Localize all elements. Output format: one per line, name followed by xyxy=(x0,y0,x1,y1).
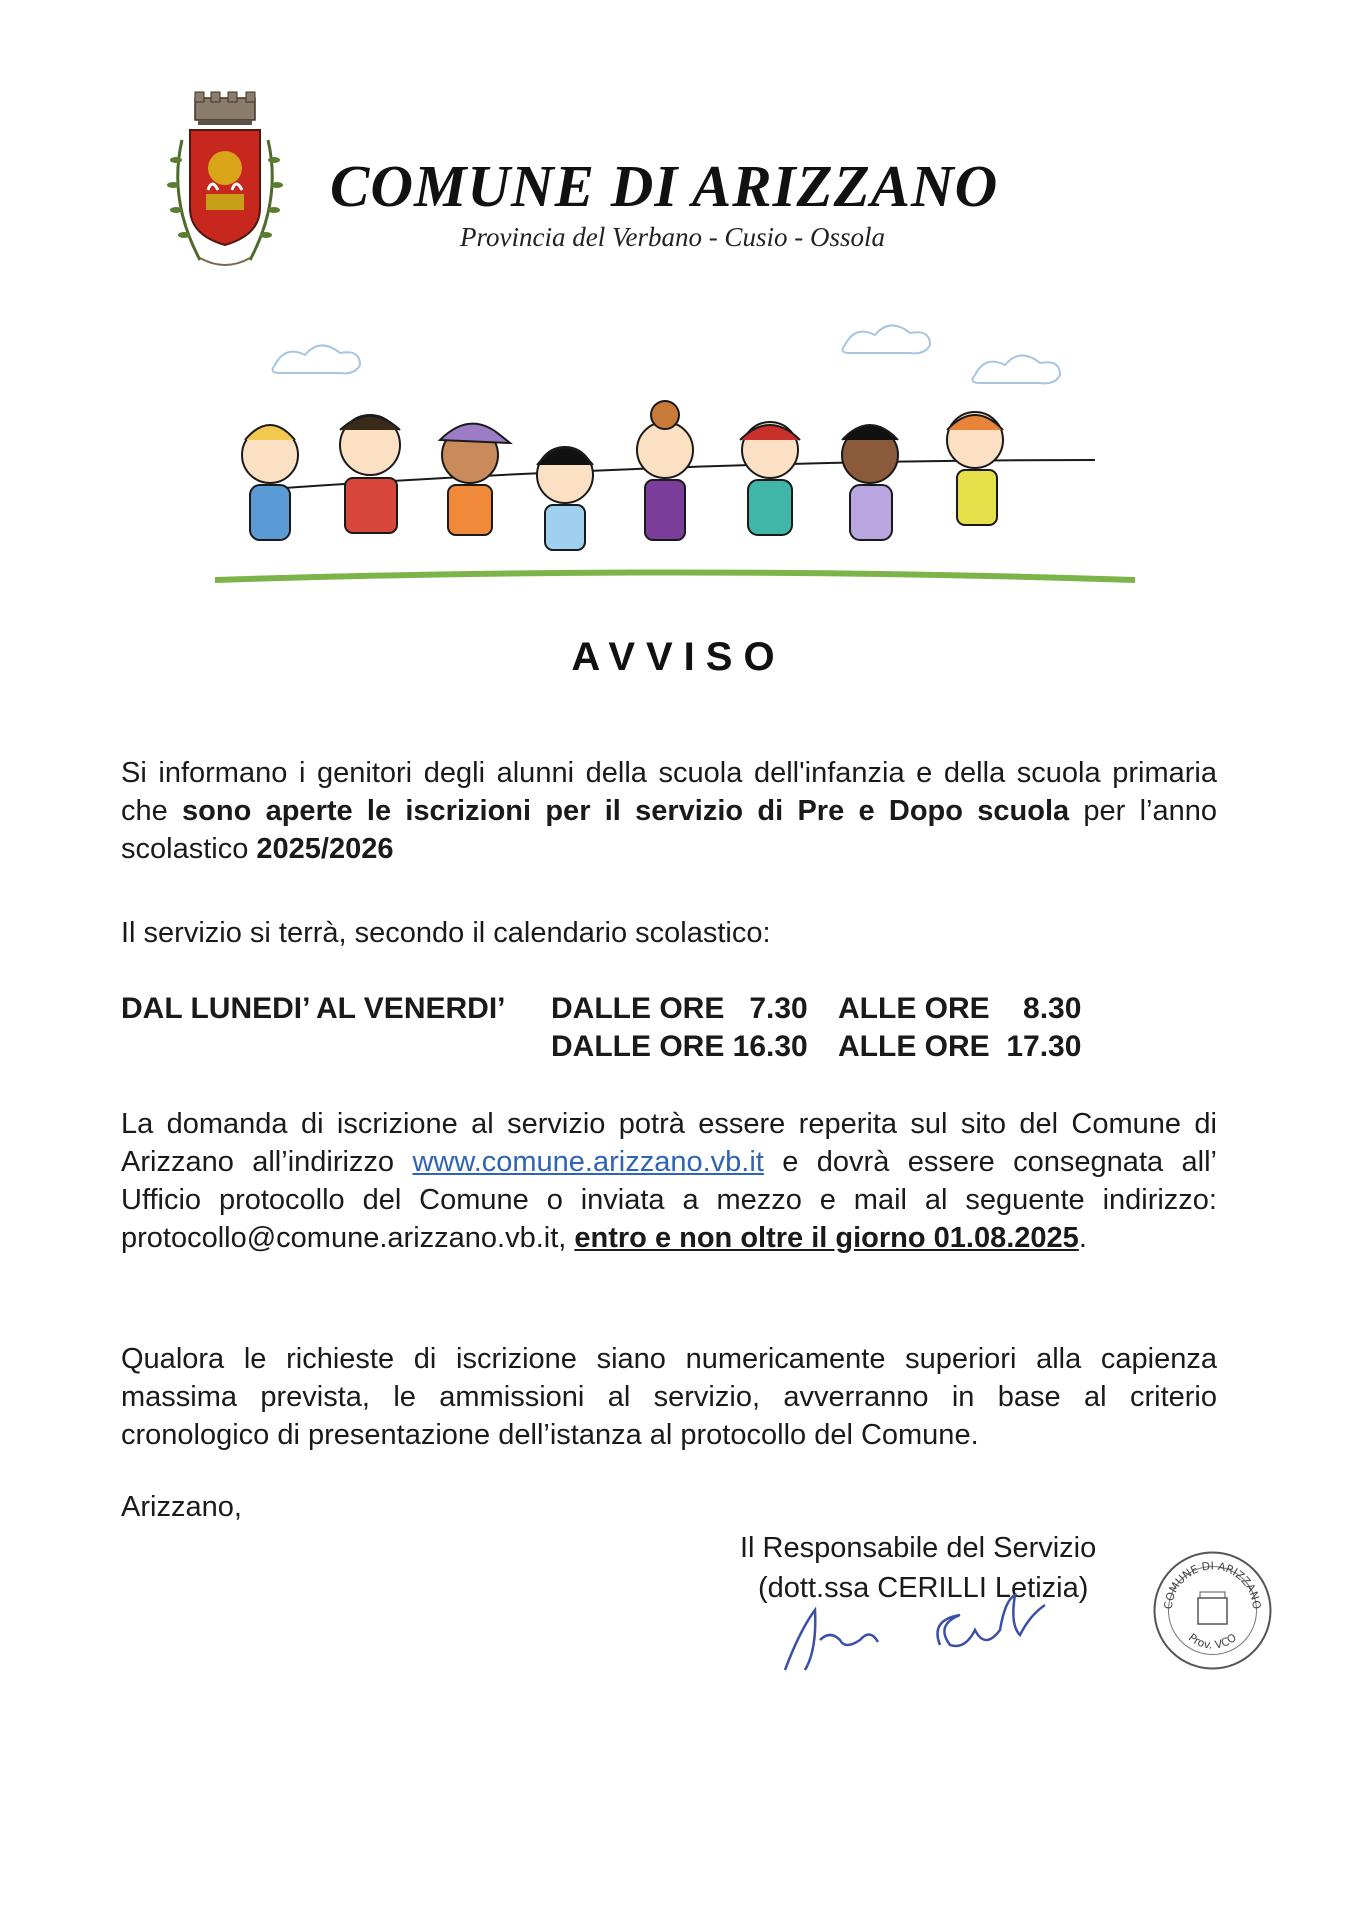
intro-text-a: Si informano i genitori degli alunni della scuola dell'infanzia e della scuola primaria che xyxy=(121,757,1217,827)
intro-text-c: per l’anno scolastico xyxy=(121,795,1217,865)
org-title: COMUNE DI ARIZZANO xyxy=(330,153,999,219)
municipal-crest-icon xyxy=(160,90,290,275)
place: Arizzano, xyxy=(121,1491,242,1523)
schedule-to: ALLE ORE 17.30 xyxy=(838,1030,1082,1063)
schedule-from: DALLE ORE 16.30 xyxy=(551,1030,808,1063)
admission-paragraph: Qualora le richieste di iscrizione siano numericamente superiori alla capienza massima prevista, le ammissioni al servizio, avverranno in base al criterio cronologico di presentazione dell’istanza al protocollo del Comune. xyxy=(121,1343,1217,1451)
svg-text:Prov. VCO: Prov. VCO xyxy=(1185,1630,1240,1652)
schedule-from: DALLE ORE 7.30 xyxy=(551,992,808,1025)
application-paragraph xyxy=(121,1105,1217,1257)
signatory-role: Il Responsabile del Servizio xyxy=(740,1532,1097,1564)
application-text-b: e dovrà essere consegnata all’ Ufficio protocollo del Comune o inviata a mezzo e mail al seguente indirizzo: protocollo@comune.arizzano.vb.it, xyxy=(121,1146,1217,1254)
children-holding-hands-icon xyxy=(215,310,1135,600)
schedule xyxy=(121,990,1121,1066)
deadline: entro e non oltre il giorno 01.08.2025 xyxy=(574,1222,1079,1254)
handwritten-signature-icon xyxy=(745,1570,1085,1680)
schedule-row-morning xyxy=(121,990,1121,1028)
notice-title: AVVISO xyxy=(571,635,786,679)
municipal-stamp-icon xyxy=(1150,1548,1275,1673)
intro-paragraph xyxy=(121,754,1217,868)
svg-text:COMUNE DI ARIZZANO: COMUNE DI ARIZZANO xyxy=(1161,1559,1264,1610)
schedule-row-afternoon xyxy=(121,1028,1121,1066)
service-intro: Il servizio si terrà, secondo il calendario scolastico: xyxy=(121,917,771,949)
intro-highlight: sono aperte le iscrizioni per il servizio di Pre e Dopo scuola xyxy=(182,795,1070,827)
application-text-c: . xyxy=(1078,1222,1087,1254)
schedule-to: ALLE ORE 8.30 xyxy=(838,992,1082,1025)
website-link[interactable]: www.comune.arizzano.vb.it xyxy=(412,1146,764,1178)
school-year: 2025/2026 xyxy=(256,833,394,865)
signatory-name: (dott.ssa CERILLI Letizia) xyxy=(758,1572,1089,1604)
schedule-days: DAL LUNEDI’ AL VENERDI’ xyxy=(121,992,506,1025)
application-text-a: La domanda di iscrizione al servizio potrà essere reperita sul sito del Comune di Arizzano all’indirizzo xyxy=(121,1108,1217,1178)
org-subtitle: Provincia del Verbano - Cusio - Ossola xyxy=(460,222,885,252)
